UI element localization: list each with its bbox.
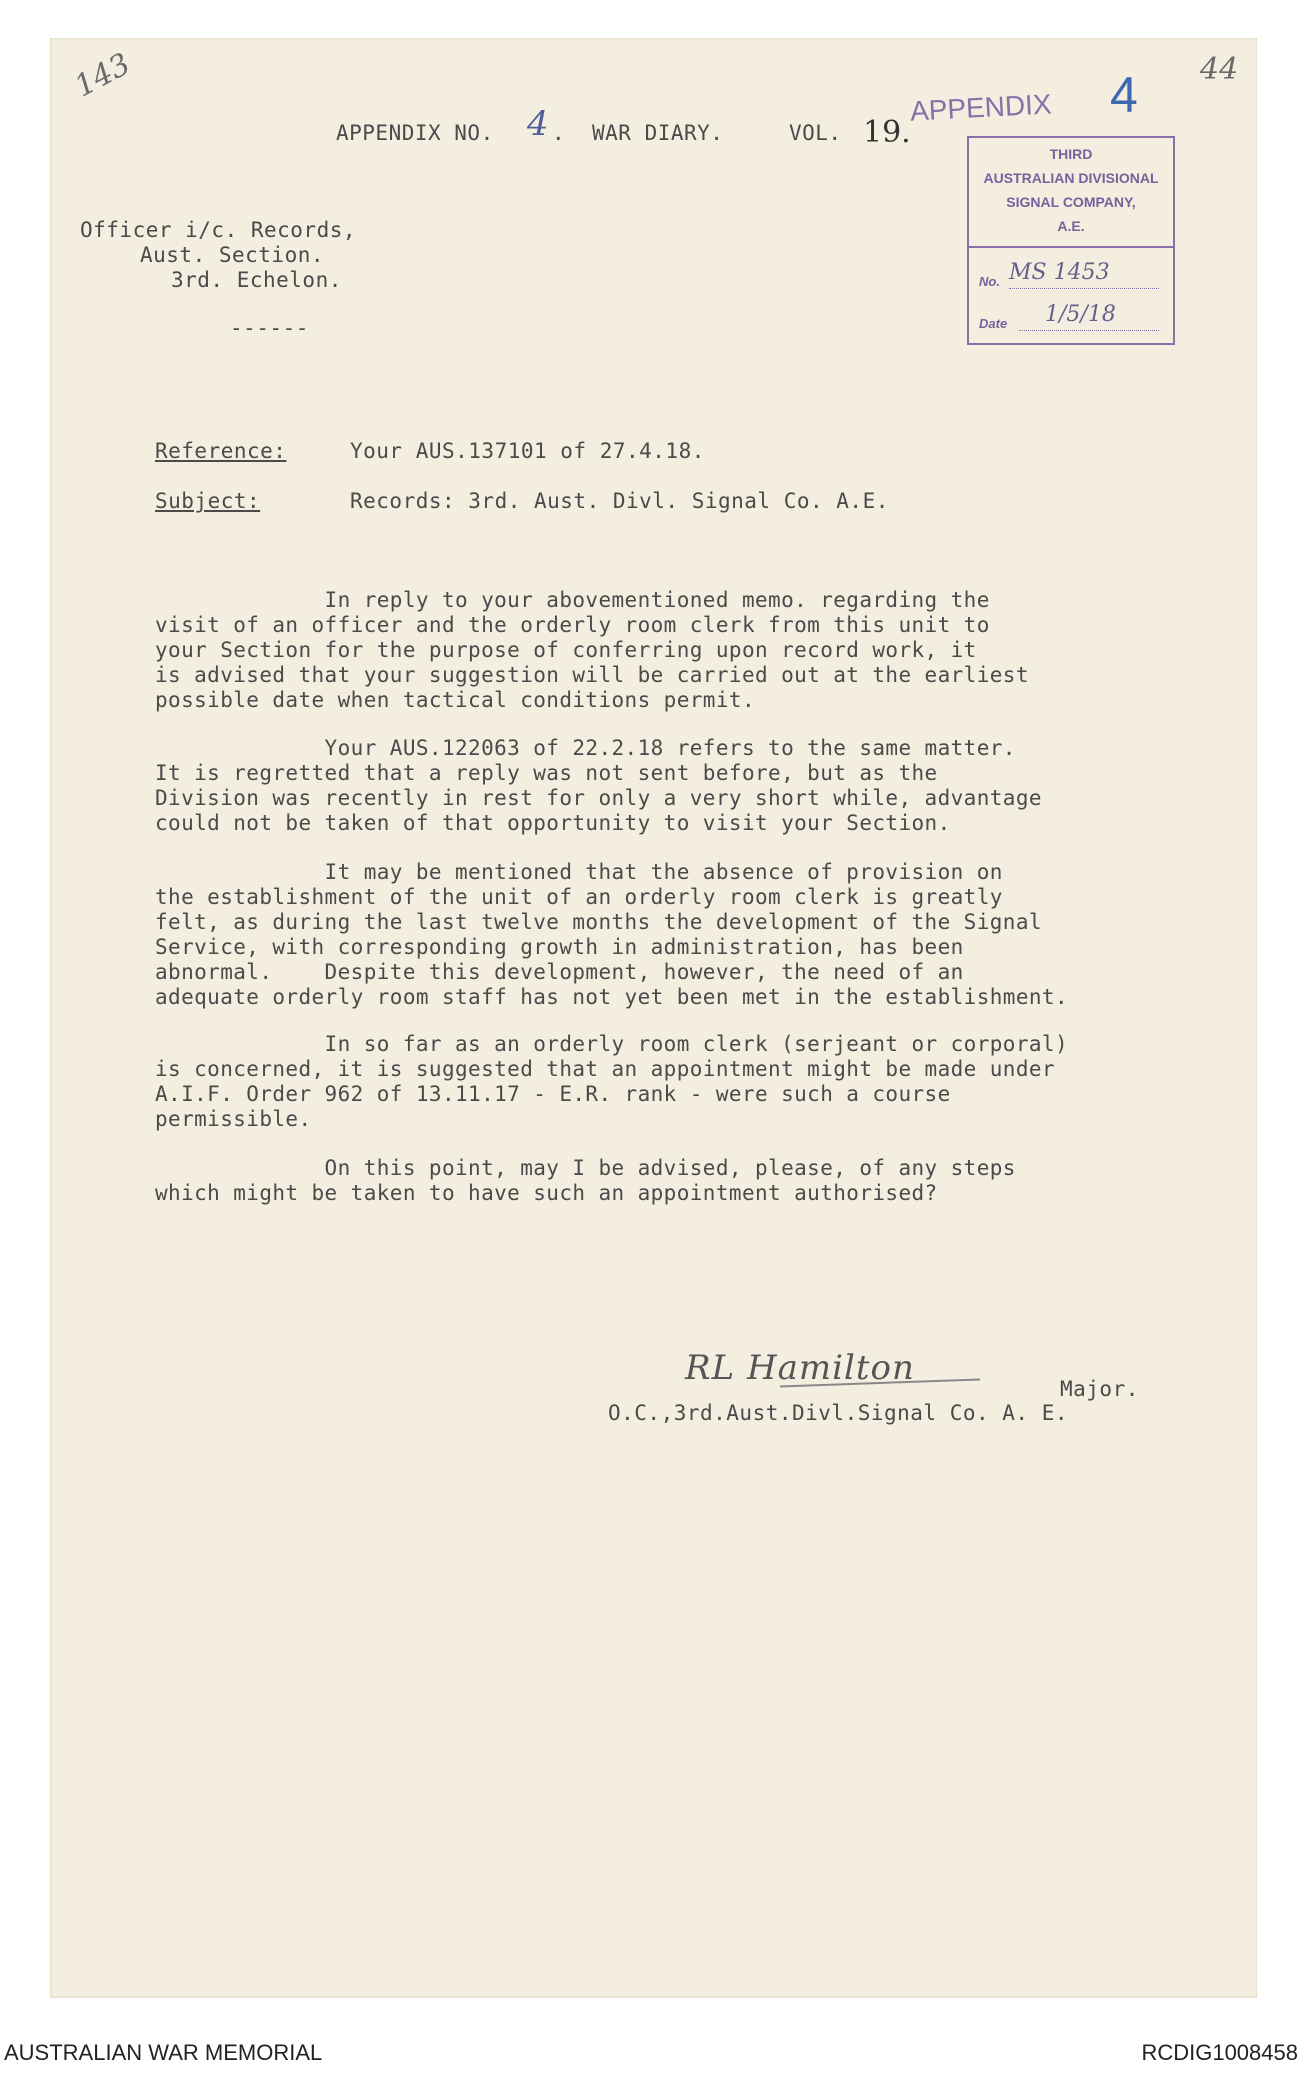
stamp-no-value: MS 1453: [1009, 260, 1110, 285]
addressee-line-1: Officer i/c. Records,: [80, 218, 357, 242]
stamp-no-label: No.: [979, 274, 1000, 289]
stamp-line-1: THIRD: [1049, 146, 1093, 162]
unit-stamp: [967, 136, 1175, 345]
signatory-title: O.C.,3rd.Aust.Divl.Signal Co. A. E.: [608, 1401, 1069, 1425]
reference-label: Reference:: [155, 439, 287, 463]
stamp-divider: [969, 246, 1173, 248]
body-paragraph-3: It may be mentioned that the absence of provision on the establishment of the unit of an orderly room clerk is greatly felt, as during the last twelve months the development of the Signal Service, with corresponding growth in administration, has been abnormal. Despite this development, however, the need of an adequate orderly room staff has not yet been met in the establishment.: [155, 860, 1069, 1009]
footer-left: AUSTRALIAN WAR MEMORIAL: [4, 2040, 323, 2065]
stamp-line-4: A.E.: [1057, 218, 1085, 234]
reference-text: Your AUS.137101 of 27.4.18.: [350, 439, 705, 463]
stamp-date-value: 1/5/18: [1045, 302, 1116, 327]
subject-label: Subject:: [155, 489, 261, 513]
body-paragraph-5: On this point, may I be advised, please, of any steps which might be taken to have such an appointment authorised?: [155, 1156, 1016, 1205]
margin-note-top-left: 143: [69, 46, 137, 105]
stamp-appendix-number: 4: [1110, 67, 1138, 123]
volume-number: 19.: [863, 115, 911, 150]
war-diary-label: WAR DIARY.: [592, 121, 724, 145]
stamp-appendix-label: APPENDIX: [909, 88, 1053, 127]
body-paragraph-2: Your AUS.122063 of 22.2.18 refers to the same matter. It is regretted that a reply was not sent before, but as the Division was recently in rest for only a very short while, advantage could not be taken of that opportunity to visit your Section.: [155, 736, 1042, 835]
appendix-number: 4: [527, 104, 549, 144]
signature-handwritten: RL Hamilton: [685, 1348, 915, 1388]
appendix-prefix: APPENDIX NO.: [336, 121, 494, 145]
appendix-separator: .: [552, 121, 566, 145]
body-paragraph-1: In reply to your abovementioned memo. regarding the visit of an officer and the orderly room clerk from this unit to your Section for the purpose of conferring upon record work, it is advised that your suggestion will be carried out at the earliest possible date when tactical conditions permit.: [155, 588, 1029, 712]
addressee-rule: ------: [230, 316, 309, 340]
margin-note-top-right: 44: [1200, 52, 1239, 87]
addressee-line-2: Aust. Section.: [140, 243, 325, 267]
stamp-no-dots: [1009, 288, 1159, 289]
stamp-date-dots: [1019, 330, 1159, 331]
addressee-line-3: 3rd. Echelon.: [171, 268, 342, 292]
signatory-rank: Major.: [1060, 1377, 1139, 1401]
subject-text: Records: 3rd. Aust. Divl. Signal Co. A.E.: [350, 489, 889, 513]
footer-right: RCDIG1008458: [1141, 2040, 1298, 2065]
stamp-line-3: SIGNAL COMPANY,: [1006, 194, 1136, 210]
stamp-line-2: AUSTRALIAN DIVISIONAL: [983, 170, 1159, 186]
body-paragraph-4: In so far as an orderly room clerk (serjeant or corporal) is concerned, it is suggested that an appointment might be made under A.I.F. Order 962 of 13.11.17 - E.R. rank - were such a course permissible.: [155, 1032, 1069, 1131]
volume-label: VOL.: [789, 121, 842, 145]
stamp-date-label: Date: [979, 316, 1008, 331]
